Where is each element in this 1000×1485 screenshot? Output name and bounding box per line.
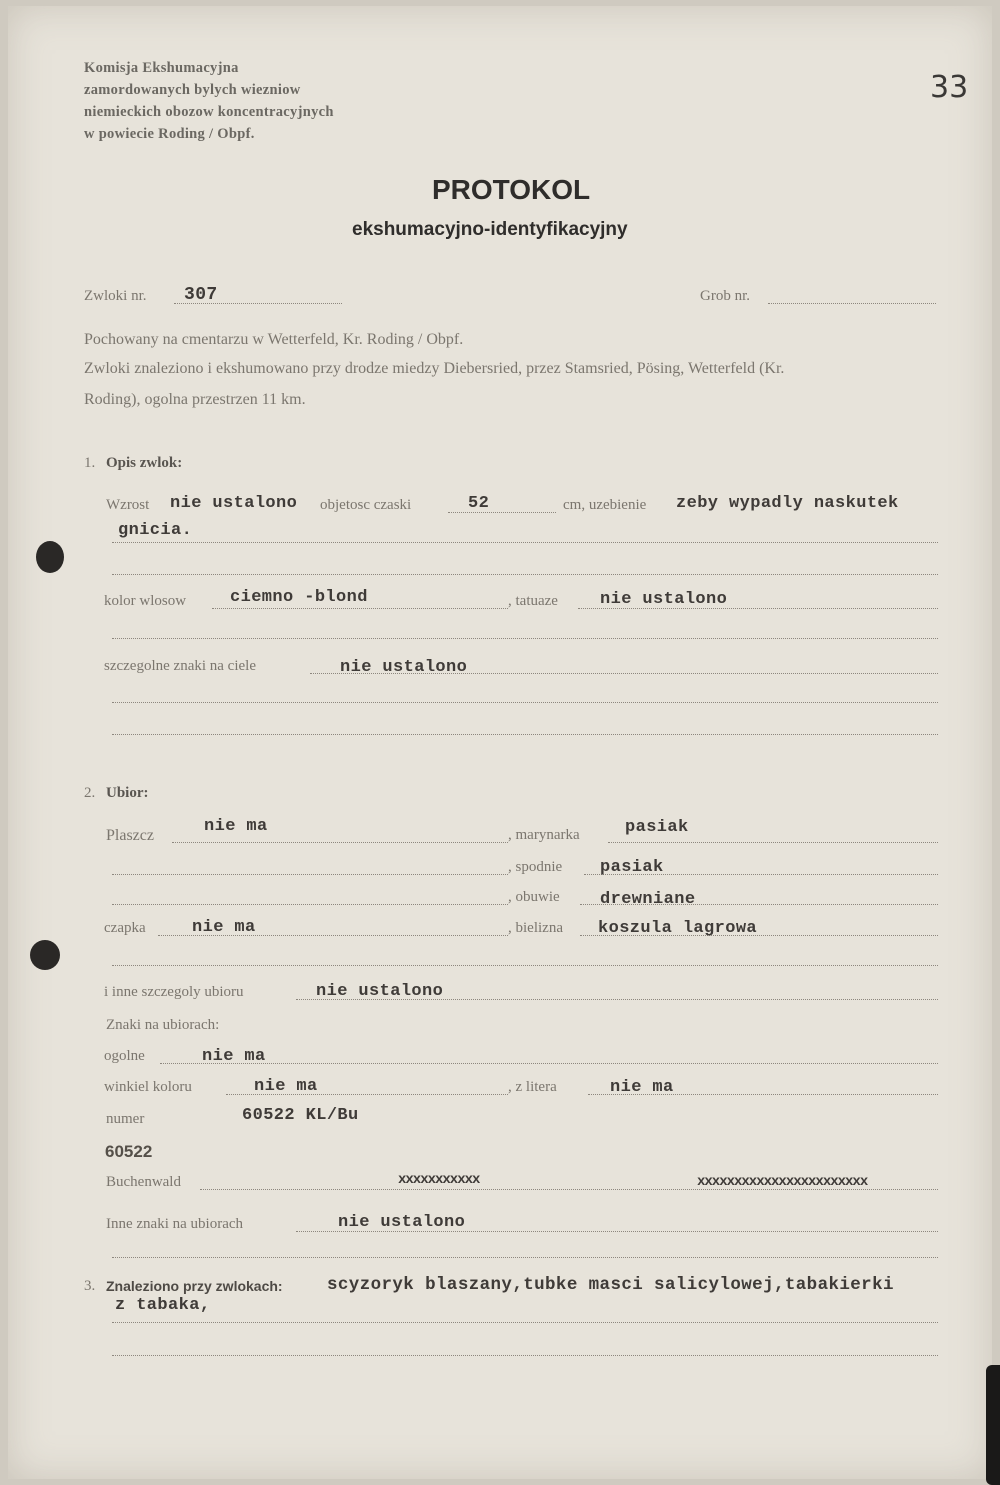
crossed-out-text-2: xxxxxxxxxxxxxxxxxxxxxxx (697, 1174, 868, 1190)
clothing-marks-heading: Znaki na ubiorach: (106, 1017, 220, 1033)
shoes-value: drewniane (600, 890, 696, 909)
general-marks-label: ogolne (104, 1048, 145, 1064)
page-edge-shadow (986, 1365, 1000, 1485)
cap-value: nie ma (192, 918, 256, 937)
coat-value: nie ma (204, 817, 268, 836)
section1-heading: Opis zwlok: (106, 455, 183, 471)
section2-number: 2. (84, 785, 96, 801)
coat-label: Plaszcz (106, 827, 154, 844)
section2-heading: Ubior: (106, 785, 149, 801)
found-line-2: Roding), ogolna przestrzen 11 km. (84, 391, 306, 408)
letter-label: , z litera (508, 1079, 557, 1095)
section3-heading: Znaleziono przy zwlokach: (106, 1278, 283, 1294)
found-line-1: Zwloki znaleziono i ekshumowano przy drodze miedzy Diebersried, przez Stamsried, Pösing, Wetterfeld (Kr. (84, 360, 785, 377)
number-value: 60522 KL/Bu (242, 1106, 359, 1125)
teeth-value-cont: gnicia. (118, 521, 193, 540)
document-title: PROTOKOL (432, 174, 591, 205)
page-number: 33 (930, 70, 969, 105)
jacket-label: , marynarka (508, 827, 580, 843)
burial-place: Pochowany na cmentarzu w Wetterfeld, Kr. Roding / Obpf. (84, 331, 464, 348)
triangle-color-value: nie ma (254, 1077, 318, 1096)
general-marks-value: nie ma (202, 1047, 266, 1066)
body-marks-label: szczegolne znaki na ciele (104, 658, 256, 674)
jacket-value: pasiak (625, 818, 689, 837)
underwear-value: koszula lagrowa (598, 919, 758, 938)
trousers-label: , spodnie (508, 859, 563, 875)
body-marks-value: nie ustalono (340, 658, 468, 677)
other-clothing-marks-label: Inne znaki na ubiorach (106, 1216, 244, 1232)
skull-label: objetosc czaski (320, 497, 412, 513)
tattoo-value: nie ustalono (600, 590, 728, 609)
crossed-out-text-1: xxxxxxxxxxx (398, 1172, 480, 1188)
commission-header (84, 57, 334, 145)
teeth-value: zeby wypadly naskutek (676, 494, 899, 513)
section3-number: 3. (84, 1278, 96, 1294)
punch-hole-top (36, 541, 64, 573)
grave-number-label: Grob nr. (700, 288, 750, 304)
found-items-value-cont: z tabaka, (115, 1296, 211, 1315)
letter-value: nie ma (610, 1078, 674, 1097)
underwear-label: , bielizna (508, 920, 563, 936)
shoes-label: , obuwie (508, 889, 560, 905)
number-label: numer (106, 1111, 145, 1127)
found-items-value: scyzoryk blaszany,tubke masci salicylowej,tabakierki (327, 1275, 894, 1295)
camp-label: Buchenwald (106, 1174, 181, 1190)
commission-line-3: niemieckich obozow koncentracyjnych (84, 104, 334, 120)
section1-number: 1. (84, 455, 96, 471)
cap-label: czapka (104, 920, 146, 936)
corpse-number-value: 307 (184, 285, 218, 305)
height-label: Wzrost (106, 497, 150, 513)
tattoo-label: , tatuaze (508, 593, 558, 609)
corpse-number-label: Zwloki nr. (84, 288, 147, 304)
height-value: nie ustalono (170, 494, 298, 513)
trousers-value: pasiak (600, 858, 664, 877)
skull-value: 52 (468, 494, 490, 513)
triangle-color-label: winkiel koloru (104, 1079, 192, 1095)
commission-line-2: zamordowanych bylych wiezniow (84, 82, 301, 98)
teeth-label: cm, uzebienie (563, 497, 647, 513)
number-handwritten: 60522 (105, 1142, 153, 1161)
punch-hole-bottom (30, 940, 60, 970)
other-details-label: i inne szczegoly ubioru (104, 984, 244, 1000)
commission-line-1: Komisja Ekshumacyjna (84, 60, 239, 76)
commission-line-4: w powiecie Roding / Obpf. (84, 126, 255, 142)
hair-value: ciemno -blond (230, 588, 368, 607)
other-details-value: nie ustalono (316, 982, 444, 1001)
other-clothing-marks-value: nie ustalono (338, 1213, 466, 1232)
hair-label: kolor wlosow (104, 593, 187, 609)
document-subtitle: ekshumacyjno-identyfikacyjny (352, 219, 628, 240)
